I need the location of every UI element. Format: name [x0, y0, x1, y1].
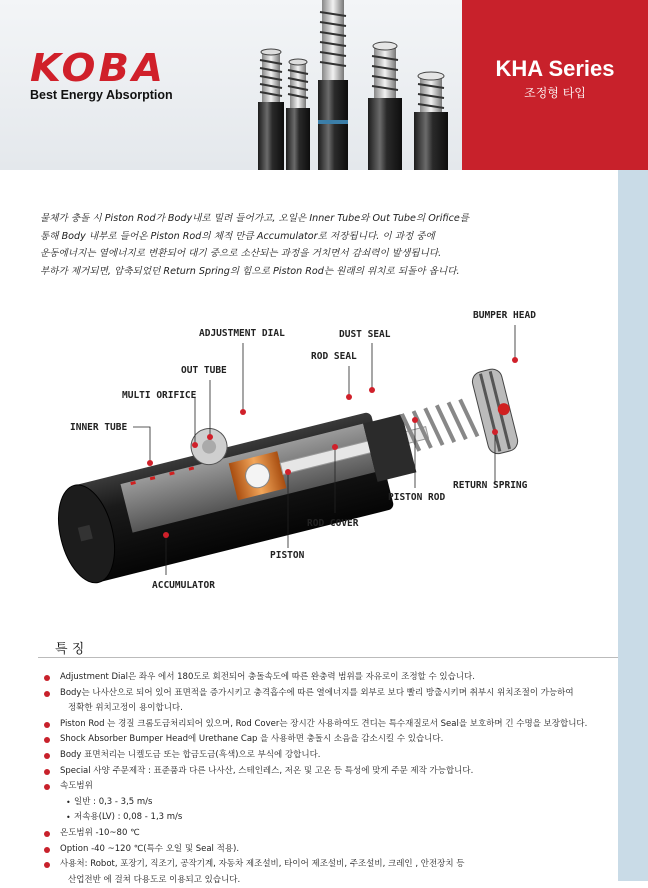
- label-bumper-head: BUMPER HEAD: [473, 310, 536, 321]
- intro-line: 통해 Body 내부로 들어온 Piston Rod의 체적 만큼 Accumulator로 저장됩니다. 이 과정 중에: [40, 230, 435, 242]
- feature-item: 사용처: Robot, 포장기, 직조기, 공작기계, 자동차 제조설비, 타이어 제조설비, 주조설비, 크레인 , 안전장치 등: [40, 857, 610, 873]
- section-divider: [38, 657, 618, 658]
- feature-item: Shock Absorber Bumper Head에 Urethane Cap 을 사용하면 충돌시 소음을 감소시킬 수 있습니다.: [40, 732, 610, 748]
- label-out-tube: OUT TUBE: [181, 365, 227, 376]
- feature-item: Special 사양 주문제작 : 표준품과 다른 나사산, 스테인레스, 저온 및 고온 등 특성에 맞게 주문 제작 가능합니다.: [40, 764, 610, 780]
- label-piston-rod: PISTON ROD: [388, 492, 446, 503]
- intro-line: 운동에너지는 열에너지로 변환되어 대기 중으로 소산되는 과정을 거치면서 감쇠력이 발생됩니다.: [40, 248, 442, 259]
- feature-subitem: • 일반 : 0,3 - 3,5 m/s: [40, 795, 610, 811]
- logo-wordmark: KOBA: [30, 46, 167, 90]
- series-subtitle: 조정형 타입: [524, 86, 586, 100]
- header-photo-area: [0, 0, 462, 170]
- features-list: [40, 670, 610, 888]
- label-multi-orifice: MULTI ORIFICE: [122, 390, 197, 401]
- label-adjustment-dial: ADJUSTMENT DIAL: [199, 328, 285, 339]
- feature-item-continued: 산업전반 에 걸쳐 다용도로 이용되고 있습니다.: [68, 874, 241, 885]
- feature-item: Body 표면처리는 니켈도금 또는 합금도금(흑색)으로 부식에 강합니다.: [40, 748, 610, 764]
- label-rod-cover: ROD COVER: [307, 518, 359, 529]
- label-return-spring: RETURN SPRING: [453, 480, 528, 491]
- feature-item: Piston Rod 는 경질 크롬도금처리되어 있으며, Rod Cover는 장시간 사용하여도 견디는 특수재질로서 Seal을 보호하며 긴 수명을 보장합니다.: [40, 717, 610, 733]
- feature-item: Body는 나사산으로 되어 있어 표면적을 증가시키고 충격흡수에 따른 열에너지를 외부로 보다 빨리 방출시키며 취부시 위치조절이 가능하여: [40, 686, 610, 702]
- logo-tagline: Best Energy Absorption: [30, 88, 173, 102]
- koba-logo: [30, 48, 180, 102]
- intro-line: 물체가 충돌 시 Piston Rod가 Body내로 밀려 들어가고, 오일은 Inner Tube와 Out Tube의 Orifice를: [40, 213, 470, 224]
- label-piston: PISTON: [270, 550, 305, 561]
- feature-subitem: • 저속용(LV) : 0,08 - 1,3 m/s: [40, 810, 610, 826]
- label-rod-seal: ROD SEAL: [311, 351, 357, 362]
- series-title: KHA Series: [495, 56, 615, 81]
- shock-absorber-cutaway: [0, 300, 618, 610]
- feature-item: 속도범위: [40, 779, 610, 795]
- label-accumulator: ACCUMULATOR: [152, 580, 215, 591]
- feature-item: 온도범위 -10~80 ℃: [40, 826, 610, 842]
- cutaway-diagram: [0, 300, 618, 610]
- feature-item: Option -40 ~120 ℃(특수 오일 및 Seal 적용).: [40, 842, 610, 858]
- intro-line: 부하가 제거되면, 압축되었던 Return Spring의 힘으로 Piston Rod는 원래의 위치로 되돌아 옵니다.: [40, 265, 460, 277]
- feature-item-continued: 정확한 위치고정이 용이합니다.: [68, 703, 183, 714]
- features-heading: 특 징: [55, 642, 85, 657]
- intro-paragraph: [40, 210, 600, 280]
- feature-item: Adjustment Dial은 좌우 에서 180도로 회전되어 충돌속도에 따른 완충력 범위를 자유로이 조정할 수 있습니다.: [40, 670, 610, 686]
- side-decoration-strip: [618, 170, 648, 881]
- label-dust-seal: DUST SEAL: [339, 329, 391, 340]
- label-inner-tube: INNER TUBE: [70, 422, 128, 433]
